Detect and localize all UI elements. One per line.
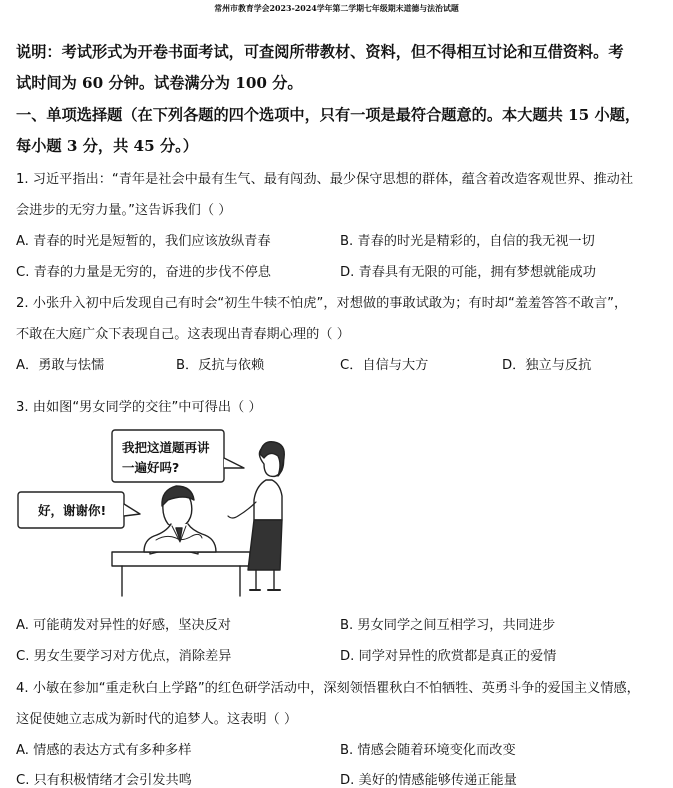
question-2-option-b: B．反抗与依赖 [176,358,265,373]
section-heading-line-2: 每小题 3 分，共 45 分。） [16,137,198,155]
question-4-option-b: B. 情感会随着环境变化而改变 [340,743,516,758]
student-bubble-text: 好，谢谢你! [38,503,107,518]
desk [112,552,250,596]
question-4-option-a: A. 情感的表达方式有多种多样 [16,743,192,758]
question-3-option-b: B. 男女同学之间互相学习，共同进步 [340,618,556,633]
question-4-stem-line-1: 4. 小敏在参加“重走秋白上学路”的红色研学活动中，深刻领悟瞿秋白不怕牺牲、英勇斗争的爱国主义情感， [16,681,640,696]
teacher-bubble-line-2: 一遍好吗? [122,460,180,475]
question-4-option-c: C. 只有积极情绪才会引发共鸣 [16,773,192,788]
question-2-stem-line-2: 不敢在大庭广众下表现自己。这表现出青春期心理的（ ） [16,327,350,342]
question-4-option-d: D. 美好的情感能够传递正能量 [340,773,517,788]
question-1-option-d: D. 青春具有无限的可能，拥有梦想就能成功 [340,265,596,280]
instructions-line-2: 试时间为 60 分钟。试卷满分为 100 分。 [16,74,303,92]
question-1-stem-line-1: 1. 习近平指出：“青年是社会中最有生气、最有闯劲、最少保守思想的群体，蕴含着改造客观世界、推动社 [16,172,634,187]
question-2-option-c: C．自信与大方 [340,358,429,373]
question-4-stem-line-2: 这促使她立志成为新时代的追梦人。这表明（ ） [16,712,298,727]
page-title: 常州市教育学会2023-2024学年第二学期七年级期末道德与法治试题 [214,4,459,13]
question-3-option-c: C. 男女生要学习对方优点，消除差异 [16,649,232,664]
question-2-option-a: A．勇敢与怯懦 [16,358,105,373]
question-1-option-c: C. 青春的力量是无穷的，奋进的步伐不停息 [16,265,271,280]
question-3-option-d: D. 同学对异性的欣赏都是真正的爱情 [340,649,557,664]
question-1-option-b: B. 青春的时光是精彩的，自信的我无视一切 [340,234,595,249]
question-3-stem: 3. 由如图“男女同学的交往”中可得出（ ） [16,400,262,415]
teacher-bubble-line-1: 我把这道题再讲 [122,440,210,455]
question-2-stem-line-1: 2. 小张升入初中后发现自己有时会“初生牛犊不怕虎”，对想做的事敢试敢为；有时却“羞羞答答不敢言”， [16,296,628,311]
instructions-line-1: 说明：考试形式为开卷书面考试，可查阅所带教材、资料，但不得相互讨论和互借资料。考 [16,43,624,61]
question-1-stem-line-2: 会进步的无穷力量。”这告诉我们（ ） [16,203,232,218]
question-3-option-a: A. 可能萌发对异性的好感，坚决反对 [16,618,231,633]
section-heading-line-1: 一、单项选择题（在下列各题的四个选项中，只有一项是最符合题意的。本大题共 15 小题， [16,106,641,124]
question-1-option-a: A. 青春的时光是短暂的，我们应该放纵青春 [16,234,271,249]
cartoon-figure [16,424,288,598]
seated-student [144,486,216,552]
question-2-option-d: D．独立与反抗 [502,358,592,373]
